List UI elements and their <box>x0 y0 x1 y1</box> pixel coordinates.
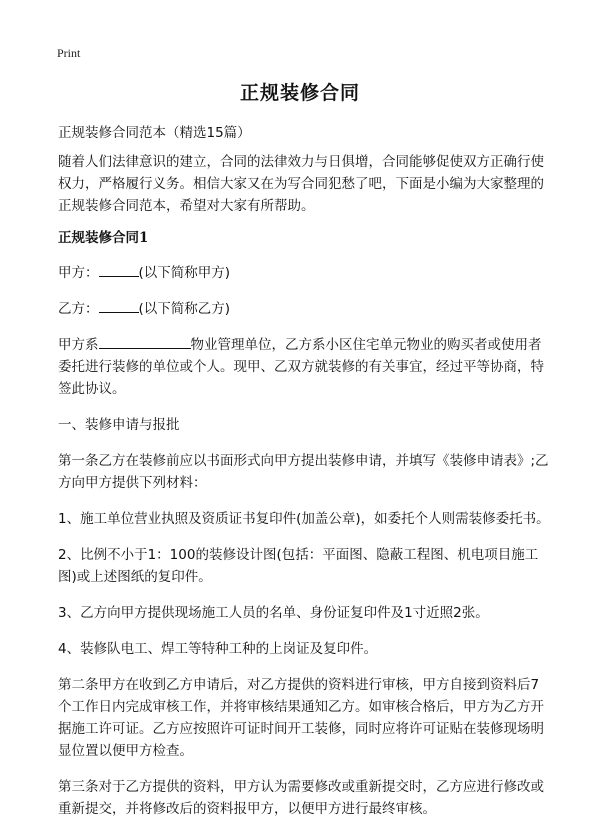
section-heading: 正规装修合同1 <box>58 230 149 246</box>
list-item: 2、比例不小于1：100的装修设计图(包括：平面图、隐蔽工程图、机电项目施工图)或上述图纸的复印件。 <box>58 547 539 585</box>
intro-paragraph: 随着人们法律意识的建立，合同的法律效力与日俱增，合同能够促使双方正确行使权力，严格履行义务。相信大家又在为写合同犯愁了吧，下面是小编为大家整理的正规装修合同范本，希望对大家有所帮助。 <box>58 154 544 214</box>
document-body <box>58 122 550 834</box>
agreement-intro-prefix: 甲方系 <box>58 337 99 353</box>
party-b-label: 乙方： <box>58 301 99 317</box>
party-a-line <box>58 262 550 284</box>
document-subtitle: 正规装修合同范本（精选15篇） <box>58 125 251 141</box>
agreement-intro-text: 物业管理单位，乙方系小区住宅单元物业的购买者或使用者委托进行装修的单位或个人。现甲、乙双方就装修的有关事宜，经过平等协商，特签此协议。 <box>58 337 544 397</box>
article-2: 第二条甲方在收到乙方申请后，对乙方提供的资料进行审核，甲方自接到资料后7个工作日内完成审核工作，并将审核结果通知乙方。如审核合格后，甲方为乙方开据施工许可证。乙方应按照许可证时间开工装修，同时应将许可证贴在装修现场明显位置以便甲方检查。 <box>58 677 544 759</box>
party-b-line <box>58 298 550 320</box>
article-1: 第一条乙方在装修前应以书面形式向甲方提出装修申请，并填写《装修申请表》;乙方向甲方提供下列材料： <box>58 453 549 491</box>
property-company-blank <box>99 335 191 349</box>
agreement-intro <box>58 334 550 400</box>
party-a-label: 甲方： <box>58 265 99 281</box>
print-link[interactable]: Print <box>57 46 81 60</box>
party-b-note: (以下简称乙方) <box>138 301 231 317</box>
list-item: 1、施工单位营业执照及资质证书复印件(加盖公章)，如委托个人则需装修委托书。 <box>58 511 550 527</box>
chapter-heading: 一、装修申请与报批 <box>58 417 180 433</box>
list-item: 4、装修队电工、焊工等特种工种的上岗证及复印件。 <box>58 641 378 657</box>
party-a-note: (以下简称甲方) <box>138 265 231 281</box>
list-item: 3、乙方向甲方提供现场施工人员的名单、身份证复印件及1寸近照2张。 <box>58 605 489 621</box>
party-b-blank <box>99 299 139 313</box>
party-a-blank <box>99 263 139 277</box>
document-title: 正规装修合同 <box>239 82 360 104</box>
article-3: 第三条对于乙方提供的资料，甲方认为需要修改或重新提交时，乙方应进行修改或重新提交，并将修改后的资料报甲方，以便甲方进行最终审核。 <box>58 779 544 817</box>
